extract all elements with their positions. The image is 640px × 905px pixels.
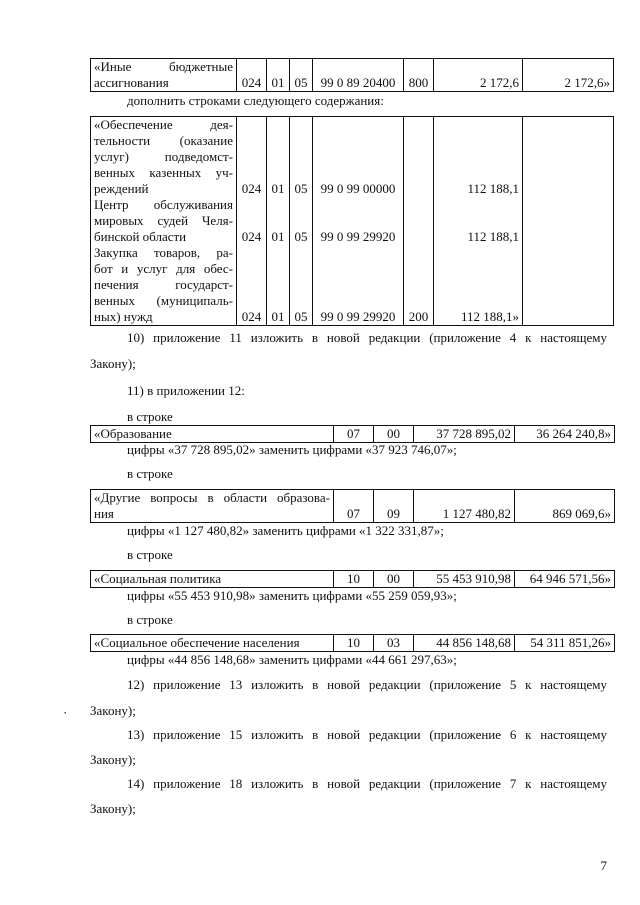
- replacement-education: цифры «37 728 895,02» заменить цифрами «37 923 746,07»;: [127, 442, 457, 457]
- row-description: «Социальная политика: [91, 571, 334, 588]
- row-description: «Образование: [91, 426, 334, 443]
- cell-amount-2: 2 172,6»: [523, 59, 614, 92]
- cell-amount-1: 1 127 480,82: [414, 490, 515, 523]
- item-12-line-2: Закону);: [90, 703, 136, 718]
- cell-amount-1: 55 453 910,98: [414, 571, 515, 588]
- cell-amount-2: 54 311 851,26»: [515, 635, 615, 652]
- row-description: Закупка товаров, ра- бот и услуг для обес- печения государст- венных (муниципаль- ных) нужд: [91, 245, 237, 326]
- table-row: [91, 571, 615, 588]
- cell-amount-1: 44 856 148,68: [414, 635, 515, 652]
- row-description: «Другие вопросы в области образова- ния: [91, 490, 334, 523]
- cell-ministry: 024: [237, 117, 267, 198]
- table-row: [91, 490, 615, 523]
- item-13-line-1: 13) приложение 15 изложить в новой редакции (приложение 6 к настоящему: [127, 727, 607, 742]
- in-line-label: в строке: [127, 612, 173, 627]
- cell-amount-2: [523, 117, 614, 198]
- cell-section: 10: [334, 571, 374, 588]
- row-description: «Иные бюджетные ассигнования: [91, 59, 237, 92]
- replacement-other-education: цифры «1 127 480,82» заменить цифрами «1 322 331,87»;: [127, 523, 444, 538]
- replacement-social-security: цифры «44 856 148,68» заменить цифрами «44 661 297,63»;: [127, 652, 457, 667]
- social-security-row-table: [90, 634, 615, 652]
- cell-subsection: 00: [374, 426, 414, 443]
- cell-subsection: 05: [290, 59, 313, 92]
- cell-section: 10: [334, 635, 374, 652]
- page-number: 7: [600, 858, 607, 873]
- cell-section: 07: [334, 490, 374, 523]
- table-row: [91, 59, 614, 92]
- table-row: [91, 117, 614, 198]
- row-description: «Социальное обеспечение населения: [91, 635, 334, 652]
- item-10-line-2: Закону);: [90, 356, 136, 371]
- in-line-label: в строке: [127, 409, 173, 424]
- cell-section: 01: [267, 197, 290, 245]
- cell-target-article: 99 0 99 00000: [313, 117, 404, 198]
- cell-subsection: 05: [290, 245, 313, 326]
- cell-section: 01: [267, 59, 290, 92]
- cell-expense-type: [404, 197, 434, 245]
- table-row: [91, 635, 615, 652]
- social-policy-row-table: [90, 570, 615, 588]
- cell-amount-2: 36 264 240,8»: [515, 426, 615, 443]
- cell-ministry: 024: [237, 59, 267, 92]
- cell-expense-type: [404, 117, 434, 198]
- cell-expense-type: 200: [404, 245, 434, 326]
- cell-ministry: 024: [237, 245, 267, 326]
- cell-section: 07: [334, 426, 374, 443]
- replacement-social-policy: цифры «55 453 910,98» заменить цифрами «55 259 059,93»;: [127, 588, 457, 603]
- cell-amount-1: 112 188,1: [434, 197, 523, 245]
- cell-amount-2: 64 946 571,56»: [515, 571, 615, 588]
- cell-subsection: 03: [374, 635, 414, 652]
- item-12-line-1: 12) приложение 13 изложить в новой редакции (приложение 5 к настоящему: [127, 677, 607, 692]
- cell-target-article: 99 0 99 29920: [313, 245, 404, 326]
- item-14-line-1: 14) приложение 18 изложить в новой редакции (приложение 7 к настоящему: [127, 776, 607, 791]
- cell-section: 01: [267, 245, 290, 326]
- table-row: [91, 426, 615, 443]
- cell-amount-1: 112 188,1: [434, 117, 523, 198]
- item-10-line-1: 10) приложение 11 изложить в новой редакции (приложение 4 к настоящему: [127, 330, 607, 345]
- cell-target-article: 99 0 99 29920: [313, 197, 404, 245]
- cell-section: 01: [267, 117, 290, 198]
- scan-speck: ·: [63, 705, 68, 720]
- budget-table-1: [90, 58, 614, 92]
- add-rows-text: дополнить строками следующего содержания:: [127, 93, 384, 108]
- cell-amount-2: 869 069,6»: [515, 490, 615, 523]
- cell-subsection: 05: [290, 117, 313, 198]
- cell-target-article: 99 0 89 20400: [313, 59, 404, 92]
- education-row-table: [90, 425, 615, 443]
- table-row: [91, 197, 614, 245]
- budget-table-2: [90, 116, 614, 326]
- cell-subsection: 00: [374, 571, 414, 588]
- item-13-line-2: Закону);: [90, 752, 136, 767]
- in-line-label: в строке: [127, 466, 173, 481]
- cell-amount-1: 112 188,1»: [434, 245, 523, 326]
- in-line-label: в строке: [127, 547, 173, 562]
- table-row: [91, 245, 614, 326]
- cell-subsection: 09: [374, 490, 414, 523]
- cell-ministry: 024: [237, 197, 267, 245]
- cell-amount-2: [523, 197, 614, 245]
- cell-amount-1: 37 728 895,02: [414, 426, 515, 443]
- cell-expense-type: 800: [404, 59, 434, 92]
- item-11: 11) в приложении 12:: [127, 383, 245, 398]
- cell-subsection: 05: [290, 197, 313, 245]
- cell-amount-2: [523, 245, 614, 326]
- cell-amount-1: 2 172,6: [434, 59, 523, 92]
- other-education-row-table: [90, 489, 615, 523]
- row-description: Центр обслуживания мировых судей Челя- бинской области: [91, 197, 237, 245]
- item-14-line-2: Закону);: [90, 801, 136, 816]
- row-description: «Обеспечение дея- тельности (оказание услуг) подведомст- венных казенных уч- реждений: [91, 117, 237, 198]
